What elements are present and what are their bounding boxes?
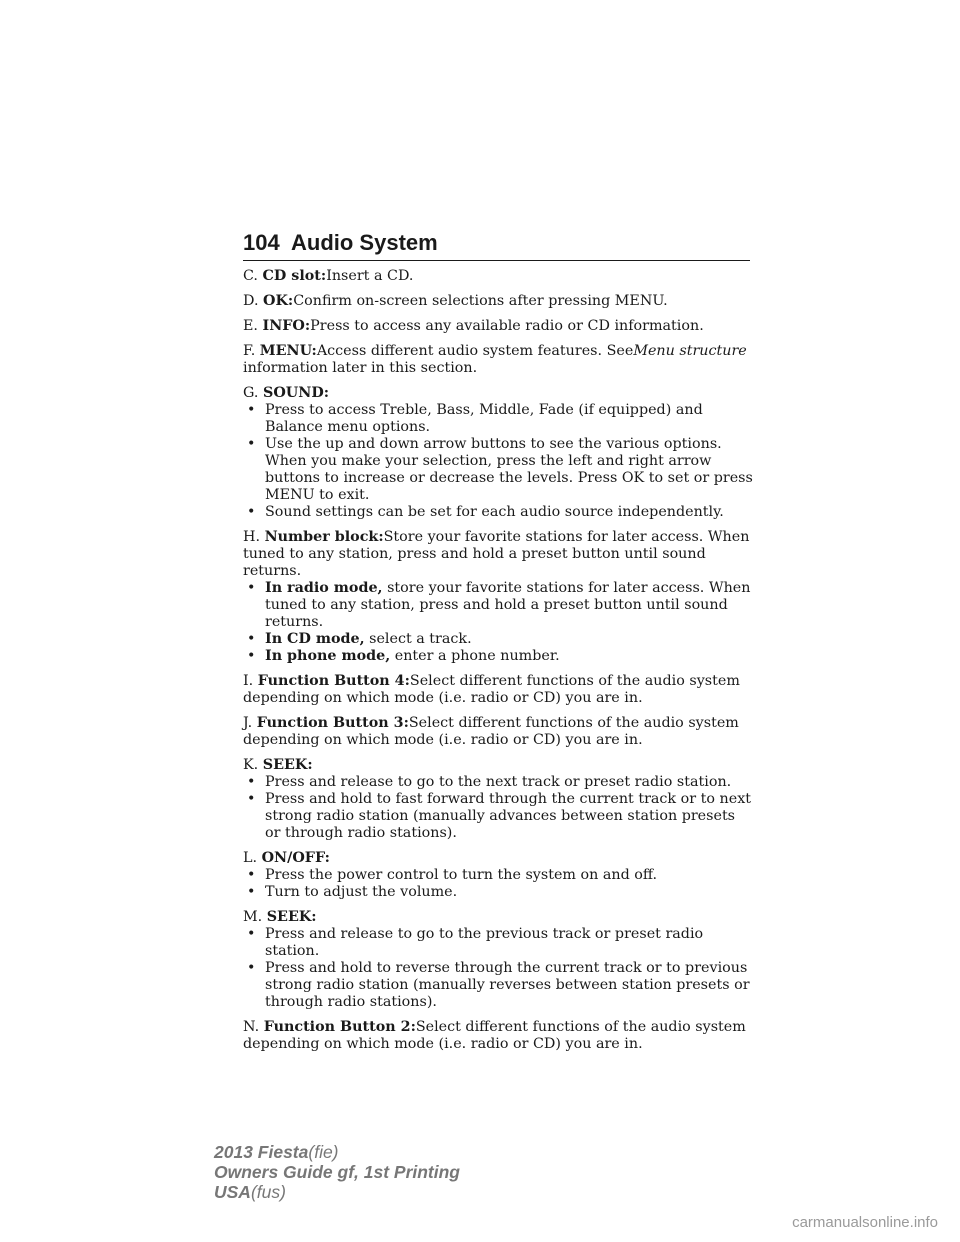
bullet-item (243, 402, 753, 436)
bullet-icon: • (247, 402, 256, 418)
bullet-item (243, 436, 753, 504)
item-letter: C. (243, 268, 258, 284)
item-paragraph (243, 385, 753, 402)
bullet-text: enter a phone number. (394, 648, 560, 664)
bullet-item (243, 648, 753, 665)
item-term: CD slot: (262, 268, 327, 284)
manual-item (243, 909, 753, 1011)
bullet-item (243, 926, 753, 960)
footer-line-model: 2013 Fiesta(fie) (214, 1142, 339, 1162)
manual-item (243, 343, 753, 377)
item-text: Press to access any available radio or CD information. (310, 318, 704, 334)
item-letter: L. (243, 850, 258, 866)
item-paragraph (243, 529, 753, 580)
bullet-text: Turn to adjust the volume. (265, 884, 458, 900)
bullet-text: store your favorite stations for later access. When tuned to any station, press and hold a preset button until sound returns. (265, 580, 751, 630)
bullet-icon: • (247, 774, 256, 790)
section-title: Audio System (291, 230, 438, 255)
item-text: Select different functions of the audio system depending on which mode (i.e. radio or CD) you are in. (243, 673, 740, 706)
bullet-text: Press and hold to fast forward through the current track or to next strong radio station (manually advances between station presets or through radio stations). (265, 791, 751, 841)
item-text-after: information later in this section. (243, 360, 478, 376)
item-text: Confirm on-screen selections after pressing MENU. (293, 293, 668, 309)
bullet-icon: • (247, 867, 256, 883)
item-term: Function Button 3: (256, 715, 409, 731)
bullet-list (243, 402, 753, 521)
item-paragraph (243, 293, 753, 310)
bullet-icon: • (247, 960, 256, 976)
bullet-text: Press and release to go to the previous track or preset radio station. (265, 926, 704, 959)
item-term: SEEK: (262, 757, 313, 773)
manual-item (243, 1019, 753, 1053)
bullet-icon: • (247, 504, 256, 520)
item-letter: I. (243, 673, 254, 689)
item-text: Select different functions of the audio system depending on which mode (i.e. radio or CD) you are in. (243, 1019, 746, 1052)
item-term: Function Button 4: (257, 673, 410, 689)
bullet-term: In phone mode, (265, 648, 391, 664)
item-term: Function Button 2: (263, 1019, 416, 1035)
bullet-icon: • (247, 631, 256, 647)
manual-item (243, 850, 753, 901)
manual-item (243, 757, 753, 842)
bullet-item (243, 884, 753, 901)
item-reference: Menu structure (633, 343, 747, 359)
bullet-item (243, 580, 753, 631)
bullet-icon: • (247, 791, 256, 807)
item-text: Insert a CD. (326, 268, 414, 284)
item-text: Select different functions of the audio system depending on which mode (i.e. radio or CD) you are in. (243, 715, 739, 748)
manual-item (243, 385, 753, 521)
item-term: SOUND: (263, 385, 330, 401)
item-term: OK: (263, 293, 294, 309)
item-letter: K. (243, 757, 259, 773)
bullet-list (243, 926, 753, 1011)
bullet-item (243, 631, 753, 648)
bullet-text: Use the up and down arrow buttons to see the various options. When you make your selection, press the left and right arrow buttons to increase or decrease the levels. Press OK to set or press MENU to exit. (265, 436, 753, 503)
bullet-text: Press the power control to turn the system on and off. (265, 867, 658, 883)
manual-item (243, 715, 753, 749)
bullet-term: In CD mode, (265, 631, 365, 647)
manual-item (243, 529, 753, 665)
bullet-list (243, 867, 753, 901)
manual-item (243, 268, 753, 285)
item-term: INFO: (262, 318, 311, 334)
item-text: Store your favorite stations for later access. When tuned to any station, press and hold a preset button until sound returns. (243, 529, 750, 579)
manual-item (243, 318, 753, 335)
bullet-icon: • (247, 926, 256, 942)
item-paragraph (243, 1019, 753, 1053)
item-term: SEEK: (266, 909, 317, 925)
item-letter: F. (243, 343, 256, 359)
bullet-text: Sound settings can be set for each audio source independently. (265, 504, 724, 520)
bullet-icon: • (247, 648, 256, 664)
item-letter: H. (243, 529, 261, 545)
bullet-text: Press and hold to reverse through the current track or to previous strong radio station (manually reverses between station presets or through radio stations). (265, 960, 750, 1010)
document-footer (214, 1142, 460, 1202)
bullet-item (243, 504, 753, 521)
bullet-item (243, 774, 753, 791)
page-header (243, 230, 750, 261)
bullet-icon: • (247, 436, 256, 452)
bullet-text: Press to access Treble, Bass, Middle, Fade (if equipped) and Balance menu options. (265, 402, 703, 435)
item-letter: N. (243, 1019, 260, 1035)
item-term: MENU: (259, 343, 317, 359)
item-letter: D. (243, 293, 259, 309)
footer-line-guide: Owners Guide gf, 1st Printing (214, 1162, 460, 1182)
item-paragraph (243, 343, 753, 377)
manual-content (243, 268, 753, 1061)
item-letter: J. (243, 715, 253, 731)
bullet-icon: • (247, 580, 256, 596)
footer-line-region: USA(fus) (214, 1182, 286, 1202)
item-term: ON/OFF: (261, 850, 330, 866)
item-paragraph (243, 757, 753, 774)
bullet-list (243, 774, 753, 842)
item-text: Access different audio system features. See (316, 343, 634, 359)
bullet-text: select a track. (369, 631, 472, 647)
item-paragraph (243, 715, 753, 749)
bullet-item (243, 867, 753, 884)
page-number: 104 (243, 230, 280, 255)
item-paragraph (243, 318, 753, 335)
watermark: carmanualsonline.info (792, 1214, 938, 1231)
bullet-term: In radio mode, (265, 580, 383, 596)
manual-item (243, 293, 753, 310)
item-paragraph (243, 268, 753, 285)
item-paragraph (243, 673, 753, 707)
item-letter: G. (243, 385, 259, 401)
item-paragraph (243, 850, 753, 867)
bullet-item (243, 960, 753, 1011)
bullet-text: Press and release to go to the next track or preset radio station. (265, 774, 732, 790)
item-letter: E. (243, 318, 258, 334)
item-paragraph (243, 909, 753, 926)
manual-item (243, 673, 753, 707)
bullet-list (243, 580, 753, 665)
bullet-icon: • (247, 884, 256, 900)
item-letter: M. (243, 909, 263, 925)
item-term: Number block: (264, 529, 384, 545)
bullet-item (243, 791, 753, 842)
